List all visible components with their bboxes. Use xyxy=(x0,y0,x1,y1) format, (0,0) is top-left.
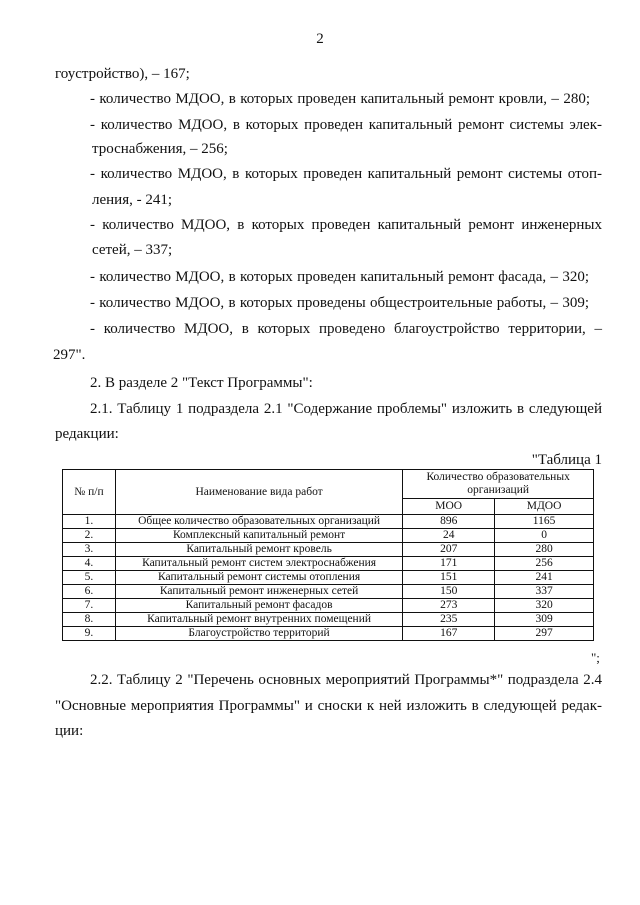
text-line: - количество МДОО, в которых проведен капитальный ремонт кровли, – 280; xyxy=(90,91,590,107)
cell-num: 7. xyxy=(63,599,116,613)
table-closing-mark: "; xyxy=(591,650,600,665)
text-line: 2. В разделе 2 "Текст Программы": xyxy=(90,375,313,391)
text-line: ления, - 241; xyxy=(92,192,173,208)
text-line: троснабжения, – 256; xyxy=(92,141,228,157)
header-group: Количество образовательных организаций xyxy=(403,470,594,499)
cell-mdoo: 337 xyxy=(495,585,594,599)
text-line: - количество МДОО, в которых проведены общестроительные работы, – 309; xyxy=(90,295,589,311)
cell-mdoo: 297 xyxy=(495,627,594,641)
cell-moo: 207 xyxy=(403,543,495,557)
table-row xyxy=(63,613,594,627)
text-line: - количество МДОО, в которых проведен капитальный ремонт системы отоп- xyxy=(90,166,602,182)
cell-name: Капитальный ремонт кровель xyxy=(115,543,402,557)
text-line: 2.1. Таблицу 1 подраздела 2.1 "Содержание проблемы" изложить в следующей xyxy=(90,401,602,417)
works-table xyxy=(62,469,594,641)
text-line: сетей, – 337; xyxy=(92,242,173,258)
cell-num: 5. xyxy=(63,571,116,585)
text-line: "Основные мероприятия Программы" и сноски к ней изложить в следующей редак- xyxy=(55,698,602,714)
cell-mdoo: 309 xyxy=(495,613,594,627)
cell-num: 3. xyxy=(63,543,116,557)
cell-mdoo: 1165 xyxy=(495,515,594,529)
table-row xyxy=(63,515,594,529)
text-line: гоустройство), – 167; xyxy=(55,66,190,82)
table-row xyxy=(63,599,594,613)
cell-num: 4. xyxy=(63,557,116,571)
cell-name: Капитальный ремонт фасадов xyxy=(115,599,402,613)
cell-moo: 24 xyxy=(403,529,495,543)
table-row xyxy=(63,571,594,585)
cell-name: Капитальный ремонт системы отопления xyxy=(115,571,402,585)
text-line: редакции: xyxy=(55,426,119,442)
cell-num: 9. xyxy=(63,627,116,641)
text-line: - количество МДОО, в которых проведен капитальный ремонт системы элек- xyxy=(90,117,602,133)
cell-moo: 235 xyxy=(403,613,495,627)
text-line: - количество МДОО, в которых проведен капитальный ремонт фасада, – 320; xyxy=(90,269,589,285)
table-caption: "Таблица 1 xyxy=(531,452,602,468)
cell-moo: 171 xyxy=(403,557,495,571)
cell-name: Благоустройство территорий xyxy=(115,627,402,641)
header-num: № п/п xyxy=(63,470,116,515)
cell-name: Капитальный ремонт систем электроснабжения xyxy=(115,557,402,571)
table-row xyxy=(63,529,594,543)
text-line: - количество МДОО, в которых проведено благоустройство территории, – xyxy=(90,321,602,337)
cell-name: Общее количество образовательных организаций xyxy=(115,515,402,529)
cell-num: 2. xyxy=(63,529,116,543)
cell-name: Капитальный ремонт внутренних помещений xyxy=(115,613,402,627)
table-row xyxy=(63,557,594,571)
header-name: Наименование вида работ xyxy=(115,470,402,515)
cell-num: 1. xyxy=(63,515,116,529)
cell-name: Капитальный ремонт инженерных сетей xyxy=(115,585,402,599)
table-row xyxy=(63,543,594,557)
header-moo: МОО xyxy=(403,499,495,515)
cell-moo: 273 xyxy=(403,599,495,613)
cell-moo: 151 xyxy=(403,571,495,585)
cell-num: 6. xyxy=(63,585,116,599)
cell-mdoo: 280 xyxy=(495,543,594,557)
cell-num: 8. xyxy=(63,613,116,627)
cell-moo: 150 xyxy=(403,585,495,599)
cell-moo: 896 xyxy=(403,515,495,529)
page-number: 2 xyxy=(316,31,324,47)
text-line: ции: xyxy=(55,723,84,739)
cell-mdoo: 320 xyxy=(495,599,594,613)
cell-mdoo: 0 xyxy=(495,529,594,543)
cell-mdoo: 241 xyxy=(495,571,594,585)
text-line: - количество МДОО, в которых проведен капитальный ремонт инженерных xyxy=(90,217,602,233)
table-row xyxy=(63,627,594,641)
table-row xyxy=(63,585,594,599)
cell-moo: 167 xyxy=(403,627,495,641)
cell-mdoo: 256 xyxy=(495,557,594,571)
text-line: 297". xyxy=(53,347,86,363)
text-line: 2.2. Таблицу 2 "Перечень основных мероприятий Программы*" подраздела 2.4 xyxy=(90,672,602,688)
header-mdoo: МДОО xyxy=(495,499,594,515)
cell-name: Комплексный капитальный ремонт xyxy=(115,529,402,543)
